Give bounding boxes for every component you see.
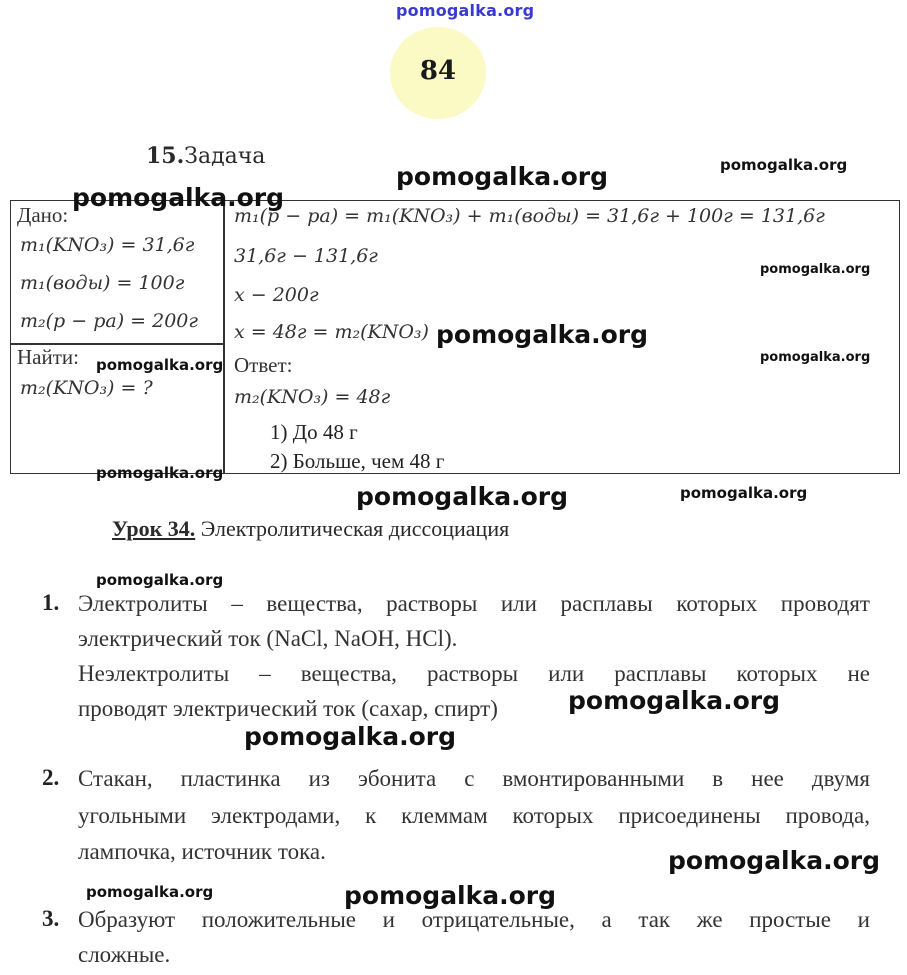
item-line: лампочка, источник тока. (78, 839, 326, 864)
task-heading (146, 143, 265, 169)
watermark: pomogalka.org (436, 320, 649, 349)
watermark: pomogalka.org (720, 156, 848, 174)
answer-label: Ответ: (234, 353, 293, 377)
item-line: угольными электродами, к клеммам которых присоединены провода, (78, 803, 870, 828)
task-number: 15. (146, 143, 185, 169)
answer-line: m₂(KNO₃) = 48г (234, 386, 391, 408)
watermark: pomogalka.org (86, 883, 214, 901)
watermark: pomogalka.org (96, 356, 224, 374)
lesson-heading (112, 516, 509, 542)
top-watermark: pomogalka.org (396, 1, 535, 20)
find-line: m₂(KNO₃) = ? (20, 377, 153, 399)
answer-option: 2) Больше, чем 48 г (270, 449, 445, 473)
answer-option: 1) До 48 г (270, 420, 358, 444)
item-line: Электролиты – вещества, растворы или расплавы которых проводят (78, 591, 870, 616)
watermark: pomogalka.org (96, 571, 224, 589)
given-line: m₁(KNO₃) = 31,6г (20, 234, 195, 256)
watermark: pomogalka.org (680, 484, 808, 502)
task-title: Задача (184, 144, 266, 169)
solution-line: x − 200г (234, 284, 319, 306)
watermark: pomogalka.org (244, 722, 457, 751)
item-line: проводят электрический ток (сахар, спирт) (78, 696, 498, 721)
solution-line: x = 48г = m₂(KNO₃) (234, 321, 429, 343)
item-line: сложные. (78, 942, 171, 967)
find-label: Найти: (17, 345, 79, 369)
watermark: pomogalka.org (356, 482, 569, 511)
watermark: pomogalka.org (96, 464, 224, 482)
watermark: pomogalka.org (760, 350, 871, 365)
given-label: Дано: (17, 203, 69, 227)
item-line: Образуют положительные и отрицательные, а так же простые и (78, 907, 870, 932)
lesson-label: Урок 34. (112, 516, 196, 541)
item-number: 2. (42, 765, 60, 790)
item-number: 1. (42, 590, 60, 615)
item-line: Неэлектролиты – вещества, растворы или расплавы которых не (78, 661, 870, 686)
solution-line: 31,6г − 131,6г (234, 245, 378, 267)
item-number: 3. (42, 906, 60, 931)
given-line: m₁(воды) = 100г (20, 272, 185, 294)
watermark: pomogalka.org (568, 686, 781, 715)
page-number: 84 (419, 56, 457, 86)
watermark: pomogalka.org (760, 262, 871, 277)
lesson-title: Электролитическая диссоциация (200, 516, 510, 541)
item-line: Стакан, пластинка из эбонита с вмонтированными в нее двумя (78, 766, 870, 791)
watermark: pomogalka.org (668, 846, 881, 875)
watermark: pomogalka.org (72, 183, 285, 212)
watermark: pomogalka.org (344, 881, 557, 910)
solution-line: m₁(р − ра) = m₁(KNO₃) + m₁(воды) = 31,6г + 100г = 131,6г (234, 205, 825, 227)
watermark: pomogalka.org (396, 162, 609, 191)
item-line: электрический ток (NaCl, NaOH, HCl). (78, 626, 458, 651)
given-line: m₂(р − ра) = 200г (20, 310, 198, 332)
